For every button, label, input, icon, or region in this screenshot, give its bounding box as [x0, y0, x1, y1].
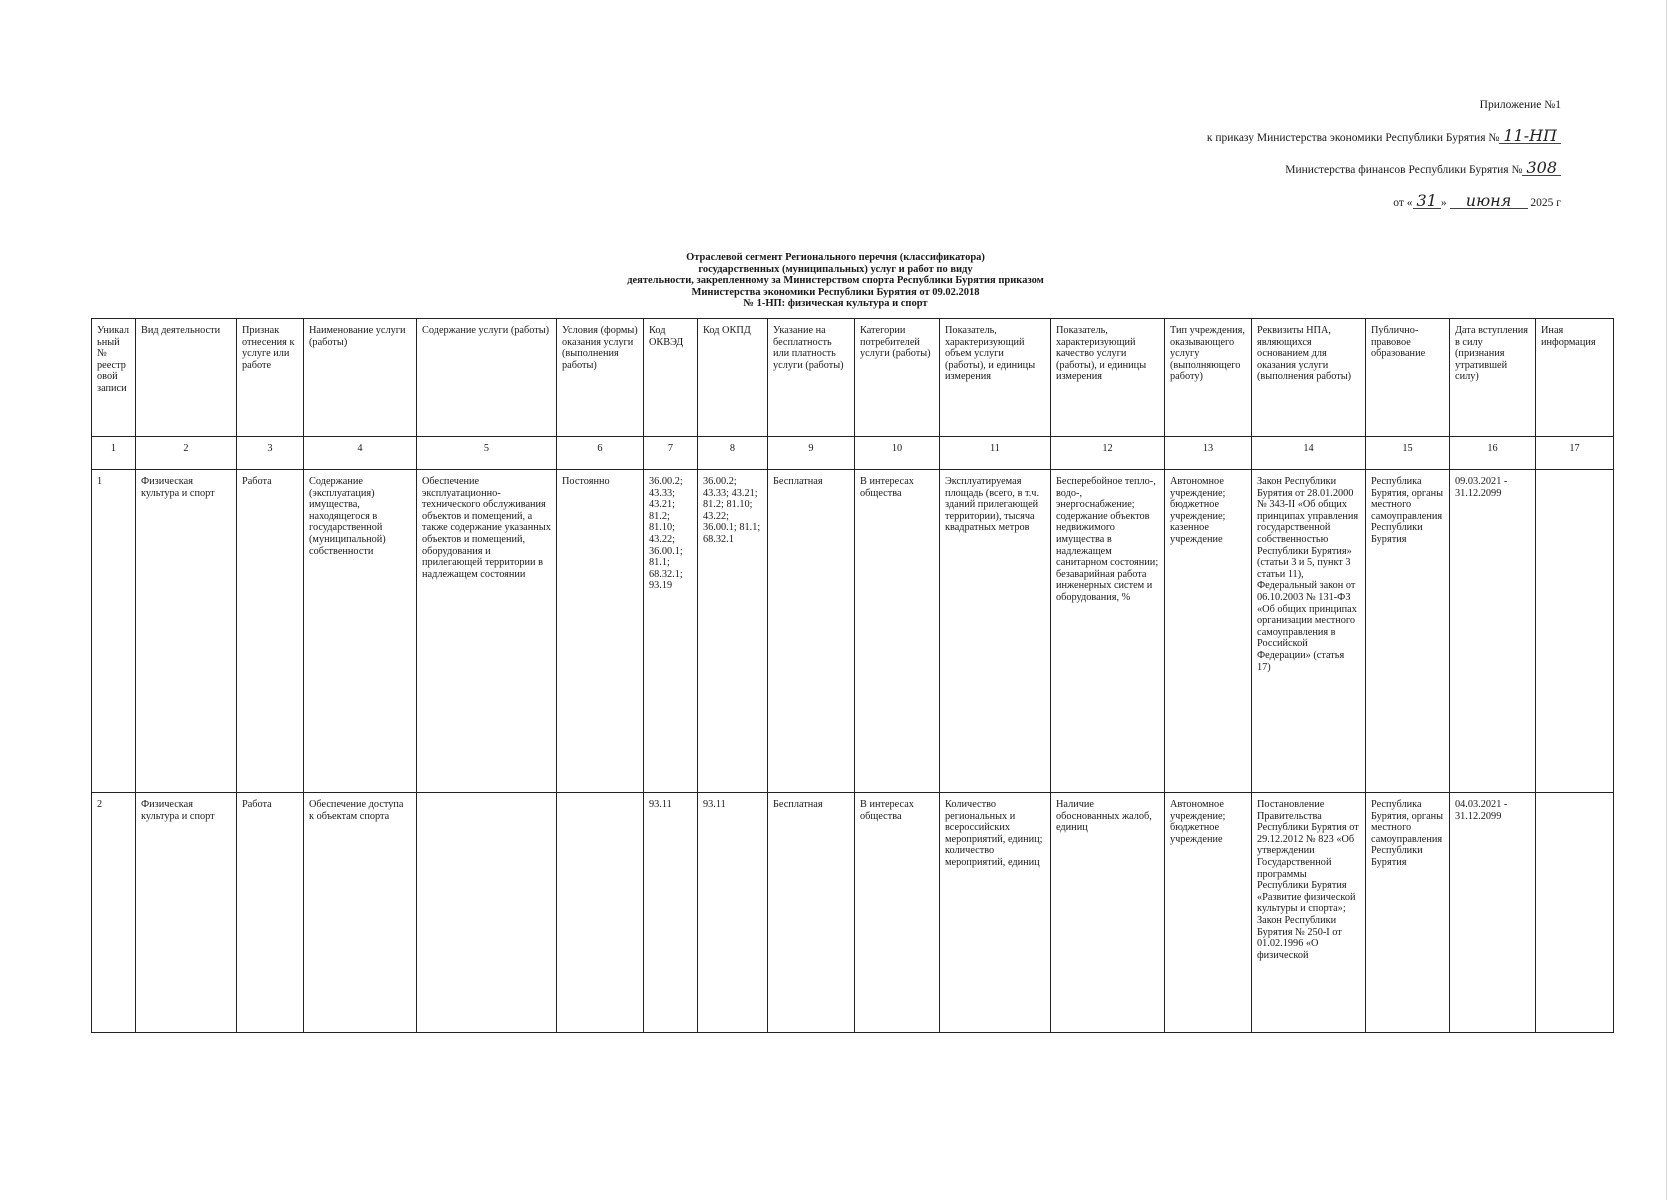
column-number: 13: [1165, 437, 1252, 470]
column-number: 1: [92, 437, 136, 470]
appendix-date-year: 2025 г: [1530, 196, 1561, 209]
handwritten-day: 31: [1413, 194, 1441, 209]
cell-quality-indicator: Бесперебойное тепло-, водо-, энергоснабжение; содержание объектов недвижимого имущества в надлежащем санитарном состоянии; безаварийная работа инженерных систем и оборудования, %: [1051, 470, 1165, 793]
appendix-block: [1207, 100, 1561, 226]
header-other-info: Иная информация: [1536, 319, 1614, 437]
column-number: 15: [1366, 437, 1450, 470]
cell-public-entity: Республика Бурятия, органы местного самоуправления Республики Бурятия: [1366, 470, 1450, 793]
appendix-order-finance: [1207, 158, 1561, 177]
cell-service-or-work: Работа: [237, 793, 304, 1033]
appendix-order-economy-label: к приказу Министерства экономики Республики Бурятия №: [1206, 131, 1500, 144]
cell-conditions: [557, 793, 644, 1033]
appendix-date: [1207, 190, 1561, 210]
column-number: 9: [768, 437, 855, 470]
cell-activity-type: Физическая культура и спорт: [136, 470, 237, 793]
header-payment: Указание на бесплатность или платность услуги (работы): [768, 319, 855, 437]
title-line-1: Отраслевой сегмент Регионального перечня (классификатора): [686, 252, 985, 263]
header-effective-date: Дата вступления в силу (признания утратившей силу): [1450, 319, 1536, 437]
cell-okved: 93.11: [644, 793, 698, 1033]
column-number: 2: [136, 437, 237, 470]
title-line-2: государственных (муниципальных) услуг и работ по виду: [698, 263, 973, 275]
cell-service-name: Содержание (эксплуатация) имущества, находящегося в государственной (муниципальной) собственности: [304, 470, 417, 793]
handwritten-order-number: 11-НП: [1499, 129, 1561, 144]
table-row: [92, 793, 1614, 1033]
handwritten-month: июня: [1450, 194, 1528, 209]
cell-service-or-work: Работа: [237, 470, 304, 793]
header-okved: Код ОКВЭД: [644, 319, 698, 437]
cell-volume-indicator: Количество региональных и всероссийских мероприятий, единиц; количество мероприятий, единиц: [940, 793, 1051, 1033]
column-number: 17: [1536, 437, 1614, 470]
appendix-order-economy: [1206, 125, 1561, 145]
header-registry-number: Уникальный № реестровой записи: [92, 319, 136, 437]
cell-payment: Бесплатная: [768, 470, 855, 793]
cell-effective-date: 04.03.2021 - 31.12.2099: [1450, 793, 1536, 1033]
appendix-date-prefix: от «: [1393, 196, 1413, 209]
document-title: [0, 252, 1671, 310]
header-activity-type: Вид деятельности: [136, 319, 237, 437]
header-service-or-work: Признак отнесения к услуге или работе: [237, 319, 304, 437]
header-public-entity: Публично-правовое образование: [1366, 319, 1450, 437]
cell-other-info: [1536, 793, 1614, 1033]
header-service-content: Содержание услуги (работы): [417, 319, 557, 437]
header-service-name: Наименование услуги (работы): [304, 319, 417, 437]
appendix-order-finance-label: Министерства финансов Республики Бурятия №: [1285, 164, 1523, 176]
column-number: 3: [237, 437, 304, 470]
column-number: 16: [1450, 437, 1536, 470]
column-number: 14: [1252, 437, 1366, 470]
cell-service-content: [417, 793, 557, 1033]
cell-other-info: [1536, 470, 1614, 793]
cell-consumers: В интересах общества: [855, 470, 940, 793]
title-line-4: Министерства экономики Республики Бурятия от 09.02.2018: [691, 286, 980, 298]
cell-registry-number: 2: [92, 793, 136, 1033]
cell-volume-indicator: Эксплуатируемая площадь (всего, в т.ч. зданий прилегающей территории), тысяча квадратных метров: [940, 470, 1051, 793]
appendix-date-mid: »: [1440, 196, 1447, 209]
title-line-3: деятельности, закрепленному за Министерством спорта Республики Бурятия приказом: [627, 275, 1044, 287]
table-row: [92, 470, 1614, 793]
header-consumers: Категории потребителей услуги (работы): [855, 319, 940, 437]
cell-legal-acts: Закон Республики Бурятия от 28.01.2000 № 343-II «Об общих принципах управления государственной собственностью Республики Бурятия» (статьи 3 и 5, пункт 3 статьи 11), Федеральный закон от 06.10.2003 № 131-ФЗ «Об общих принципах организации местного самоуправления в Российской Федерации» (статья 17): [1252, 470, 1366, 793]
column-number: 11: [940, 437, 1051, 470]
table-header-row: [92, 319, 1614, 437]
cell-payment: Бесплатная: [768, 793, 855, 1033]
scan-edge-line: [1666, 0, 1667, 1200]
cell-conditions: Постоянно: [557, 470, 644, 793]
cell-effective-date: 09.03.2021 - 31.12.2099: [1450, 470, 1536, 793]
column-numbers-row: [92, 437, 1614, 470]
column-number: 4: [304, 437, 417, 470]
header-conditions: Условия (формы) оказания услуги (выполнения работы): [557, 319, 644, 437]
services-table: [91, 318, 1614, 1033]
column-number: 10: [855, 437, 940, 470]
column-number: 5: [417, 437, 557, 470]
cell-okpd: 93.11: [698, 793, 768, 1033]
cell-registry-number: 1: [92, 470, 136, 793]
column-number: 8: [698, 437, 768, 470]
header-quality-indicator: Показатель, характеризующий качество услуги (работы), и единицы измерения: [1051, 319, 1165, 437]
cell-okpd: 36.00.2; 43.33; 43.21; 81.2; 81.10; 43.22; 36.00.1; 81.1; 68.32.1: [698, 470, 768, 793]
cell-public-entity: Республика Бурятия, органы местного самоуправления Республики Бурятия: [1366, 793, 1450, 1033]
cell-institution-type: Автономное учреждение; бюджетное учреждение: [1165, 793, 1252, 1033]
header-institution-type: Тип учреждения, оказывающего услугу (выполняющего работу): [1165, 319, 1252, 437]
header-volume-indicator: Показатель, характеризующий объем услуги (работы), и единицы измерения: [940, 319, 1051, 437]
cell-service-content: Обеспечение эксплуатационно-технического обслуживания объектов и помещений, а также содержание указанных объектов и помещений, оборудования и прилегающей территории в надлежащем состоянии: [417, 470, 557, 793]
column-number: 7: [644, 437, 698, 470]
column-number: 12: [1051, 437, 1165, 470]
header-legal-acts: Реквизиты НПА, являющихся основанием для оказания услуги (выполнения работы): [1252, 319, 1366, 437]
cell-activity-type: Физическая культура и спорт: [136, 793, 237, 1033]
cell-quality-indicator: Наличие обоснованных жалоб, единиц: [1051, 793, 1165, 1033]
header-okpd: Код ОКПД: [698, 319, 768, 437]
column-number: 6: [557, 437, 644, 470]
title-line-5: № 1-НП: физическая культура и спорт: [743, 298, 928, 310]
cell-okved: 36.00.2; 43.33; 43.21; 81.2; 81.10; 43.22; 36.00.1; 81.1; 68.32.1; 93.19: [644, 470, 698, 793]
cell-service-name: Обеспечение доступа к объектам спорта: [304, 793, 417, 1033]
cell-legal-acts: Постановление Правительства Республики Бурятия от 29.12.2012 № 823 «Об утверждении Государственной программы Республики Бурятия «Развитие физической культуры и спорта»; Закон Республики Бурятия № 250-I от 01.02.1996 «О физической: [1252, 793, 1366, 1033]
cell-institution-type: Автономное учреждение; бюджетное учреждение; казенное учреждение: [1165, 470, 1252, 793]
appendix-title: Приложение №1: [1479, 99, 1561, 111]
cell-consumers: В интересах общества: [855, 793, 940, 1033]
handwritten-finance-number: 308: [1522, 161, 1561, 176]
